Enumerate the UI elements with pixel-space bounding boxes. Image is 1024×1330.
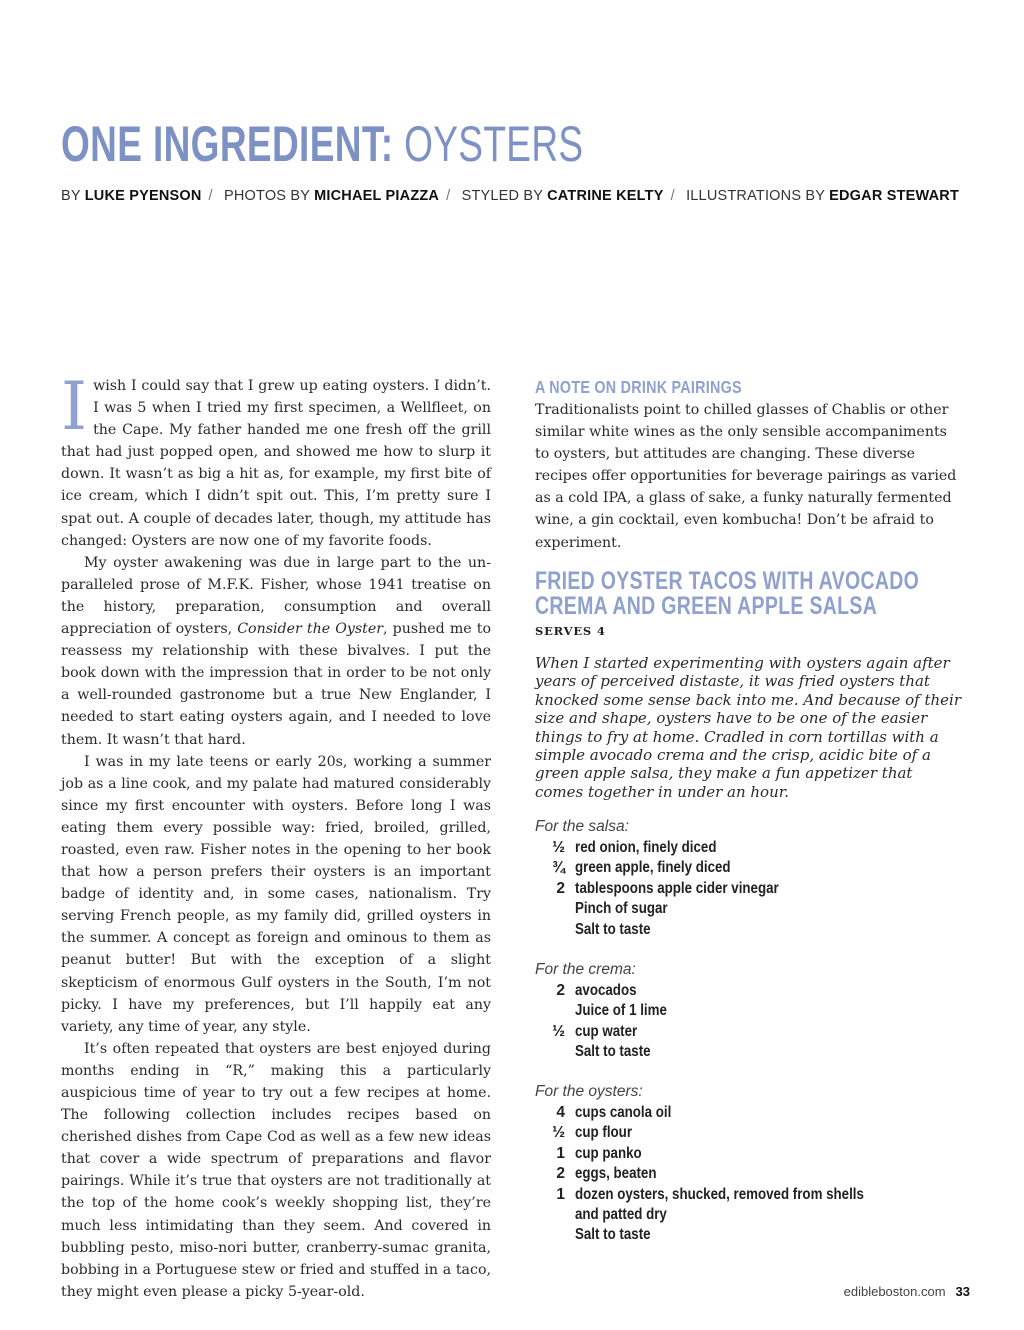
separator: / — [670, 188, 675, 204]
credit-name: EDGAR STEWART — [829, 188, 960, 204]
ingredient-qty: ½ — [552, 1022, 565, 1040]
credit-name: MICHAEL PIAZZA — [314, 188, 440, 204]
ingredient-qty: 2 — [556, 879, 565, 897]
paragraph — [61, 368, 491, 552]
site-url[interactable]: edibleboston.com — [843, 1284, 946, 1299]
ingredient-row — [535, 1205, 965, 1225]
credit-label: PHOTOS BY — [224, 188, 310, 204]
ingredient-text: Salt to taste — [575, 920, 651, 938]
ingredient-text: Salt to taste — [575, 1043, 651, 1061]
ingredient-row — [535, 1185, 965, 1205]
page-footer — [844, 1284, 970, 1299]
ingredient-text: dozen oysters, shucked, removed from shells — [575, 1185, 864, 1203]
sidebar-title: A NOTE ON DRINK PAIRINGS — [535, 377, 742, 397]
ingredient-heading: For the oysters: — [535, 1083, 643, 1100]
ingredient-row — [535, 1225, 965, 1245]
ingredient-qty: 1 — [556, 1144, 565, 1162]
byline — [61, 188, 959, 204]
ingredient-row — [535, 1022, 965, 1042]
page-number: 33 — [955, 1284, 970, 1299]
ingredient-text: cups canola oil — [575, 1104, 672, 1121]
ingredient-row — [535, 1144, 965, 1164]
ingredient-qty: ½ — [552, 839, 565, 856]
separator: / — [208, 188, 213, 204]
ingredients-oysters — [535, 1082, 965, 1246]
ingredient-row — [535, 920, 965, 940]
ingredient-text: Salt to taste — [575, 1226, 651, 1244]
recipe-title — [535, 569, 919, 619]
paragraph: I was in my late teens or early 20s, working a summer job as a line cook, and my palate had matured considerably since my first encounter with oysters. Before long I was eating them every possible way: fried, broiled, grilled, roasted, even raw. Fisher notes in the opening to her book that how a person prefers their oysters is an important badge of identity and, in some cases, nationalism. Try serving French people, as my family did, grilled oysters in the summer. A concept as foreign and ominous to them as peanut butter! But with the exception of a slight skepticism of enormous Gulf oysters in the South, I’m not picky. I have my preferences, but I’ll happily eat any variety, any time of year, any style. — [61, 753, 491, 1035]
ingredient-row — [535, 1042, 965, 1062]
credit-label: ILLUSTRATIONS BY — [686, 188, 825, 204]
ingredient-text: and patted dry — [575, 1205, 667, 1223]
paragraph: It’s often repeated that oysters are best enjoyed during months ending in “R,” making this a particularly auspicious time of year to try out a few recipes at home. The following collection includes recipes based on cherished dishes from Cape Cod as well as a few new ideas that cover a wide spectrum of preparations and flavor pairings. While it’s true that oysters are not traditionally at the top of the home cook’s weekly shopping list, they’re much less intimidating than they seem. And covered in bubbling pesto, miso-nori butter, cranberry-sumac granita, bobbing in a Portuguese stew or fried and stuffed in a taco, they might even please a picky 5-year-old. — [61, 1040, 491, 1300]
book-title: Consider the Oyster — [237, 621, 384, 638]
ingredients-crema — [535, 960, 965, 1063]
ingredient-text: cup water — [575, 1022, 638, 1040]
recipe-title-line: CREMA AND GREEN APPLE SALSA — [535, 592, 878, 620]
ingredient-text: eggs, beaten — [575, 1165, 657, 1183]
ingredient-row — [535, 1001, 965, 1021]
separator: / — [446, 188, 451, 204]
ingredient-qty: 2 — [556, 982, 565, 999]
ingredient-qty — [535, 1205, 575, 1225]
ingredient-text: cup panko — [575, 1144, 642, 1162]
ingredient-row — [535, 899, 965, 919]
ingredient-row — [535, 981, 965, 1001]
ingredient-row — [535, 838, 965, 858]
ingredient-row — [535, 1103, 965, 1123]
article-body — [61, 368, 491, 1303]
credit-name: CATRINE KELTY — [547, 188, 664, 204]
ingredient-qty: ¾ — [552, 859, 565, 877]
ingredient-qty — [535, 1001, 575, 1021]
ingredient-row — [535, 1164, 965, 1184]
recipe-intro: When I started experimenting with oysters again after years of perceived distaste, it was fried oysters that knocked some sense back into me. And because of their size and shape, oysters have to be one of the easier things to fry at home. Cradled in corn tortillas with a simple avocado crema and the crisp, acidic bite of a green apple salsa, they make a fun appetizer that comes together in under an hour. — [535, 654, 961, 801]
ingredient-qty — [535, 899, 575, 919]
ingredient-text: red onion, finely diced — [575, 839, 717, 856]
credit-label: STYLED BY — [461, 188, 543, 204]
ingredient-qty: ½ — [552, 1124, 565, 1142]
credit-name: LUKE PYENSON — [84, 188, 202, 204]
ingredients-salsa — [535, 817, 965, 940]
ingredient-heading: For the salsa: — [535, 818, 629, 835]
page-title — [61, 112, 583, 176]
ingredient-text: green apple, finely diced — [575, 859, 731, 877]
ingredient-qty — [535, 920, 575, 940]
ingredient-qty: 2 — [556, 1165, 565, 1183]
ingredient-text: Pinch of sugar — [575, 900, 668, 918]
ingredient-qty — [535, 1225, 575, 1245]
ingredient-qty: 1 — [556, 1185, 565, 1203]
ingredient-text: cup flour — [575, 1124, 633, 1142]
paragraph-text: , pushed me to reassess my relationship with these bivalves. I put the book down with the impression that in order to be not only a well-rounded gastronome but a true New Englander, I needed to start eating oysters again, and I needed to love them. It wasn’t that hard. — [61, 621, 491, 748]
title-bold: ONE INGREDIENT: — [61, 116, 394, 172]
credit-label: BY — [61, 188, 81, 204]
drink-pairings-sidebar — [535, 376, 960, 554]
recipe-title-line: FRIED OYSTER TACOS WITH AVOCADO — [535, 567, 920, 595]
ingredient-row — [535, 879, 965, 899]
ingredient-heading: For the crema: — [535, 961, 636, 978]
ingredient-row — [535, 1123, 965, 1143]
ingredient-text: Juice of 1 lime — [575, 1002, 667, 1020]
ingredient-qty: 4 — [556, 1104, 565, 1121]
paragraph-text: My oyster awakening was due in large part to the unparalleled prose of M.F.K. Fisher, whose 1941 treatise on the history, preparation, consumption and overall appreciation of oysters, — [61, 554, 491, 638]
ingredient-text: avocados — [575, 982, 637, 999]
paragraph — [61, 552, 491, 751]
ingredient-qty — [535, 1042, 575, 1062]
drop-cap: I — [61, 368, 88, 445]
paragraph-text: wish I could say that I grew up eating oysters. I didn’t. I was 5 when I tried my first specimen, a Wellfleet, on the Cape. My father handed me one fresh off the grill that had just popped open, and showed me how to slurp it down. It wasn’t as big a hit as, for example, my first bite of ice cream, which I didn’t spit out. This, I’m pretty sure I spat out. A couple of decades later, though, my attitude has changed: Oysters are now one of my favorite foods. — [61, 378, 491, 549]
sidebar-text: Traditionalists point to chilled glasses of Chablis or other similar white wines as the only sensible accompaniments to oysters, but attitudes are changing. These diverse recipes offer opportunities for beverage pairings as varied as a cold IPA, a glass of sake, a funky naturally fermented wine, a gin cocktail, even kombucha! Don’t be afraid to experiment. — [535, 402, 957, 551]
recipe-serves: SERVES 4 — [535, 624, 606, 638]
ingredient-row — [535, 858, 965, 878]
ingredient-text: tablespoons apple cider vinegar — [575, 879, 779, 897]
title-light: OYSTERS — [404, 116, 584, 172]
